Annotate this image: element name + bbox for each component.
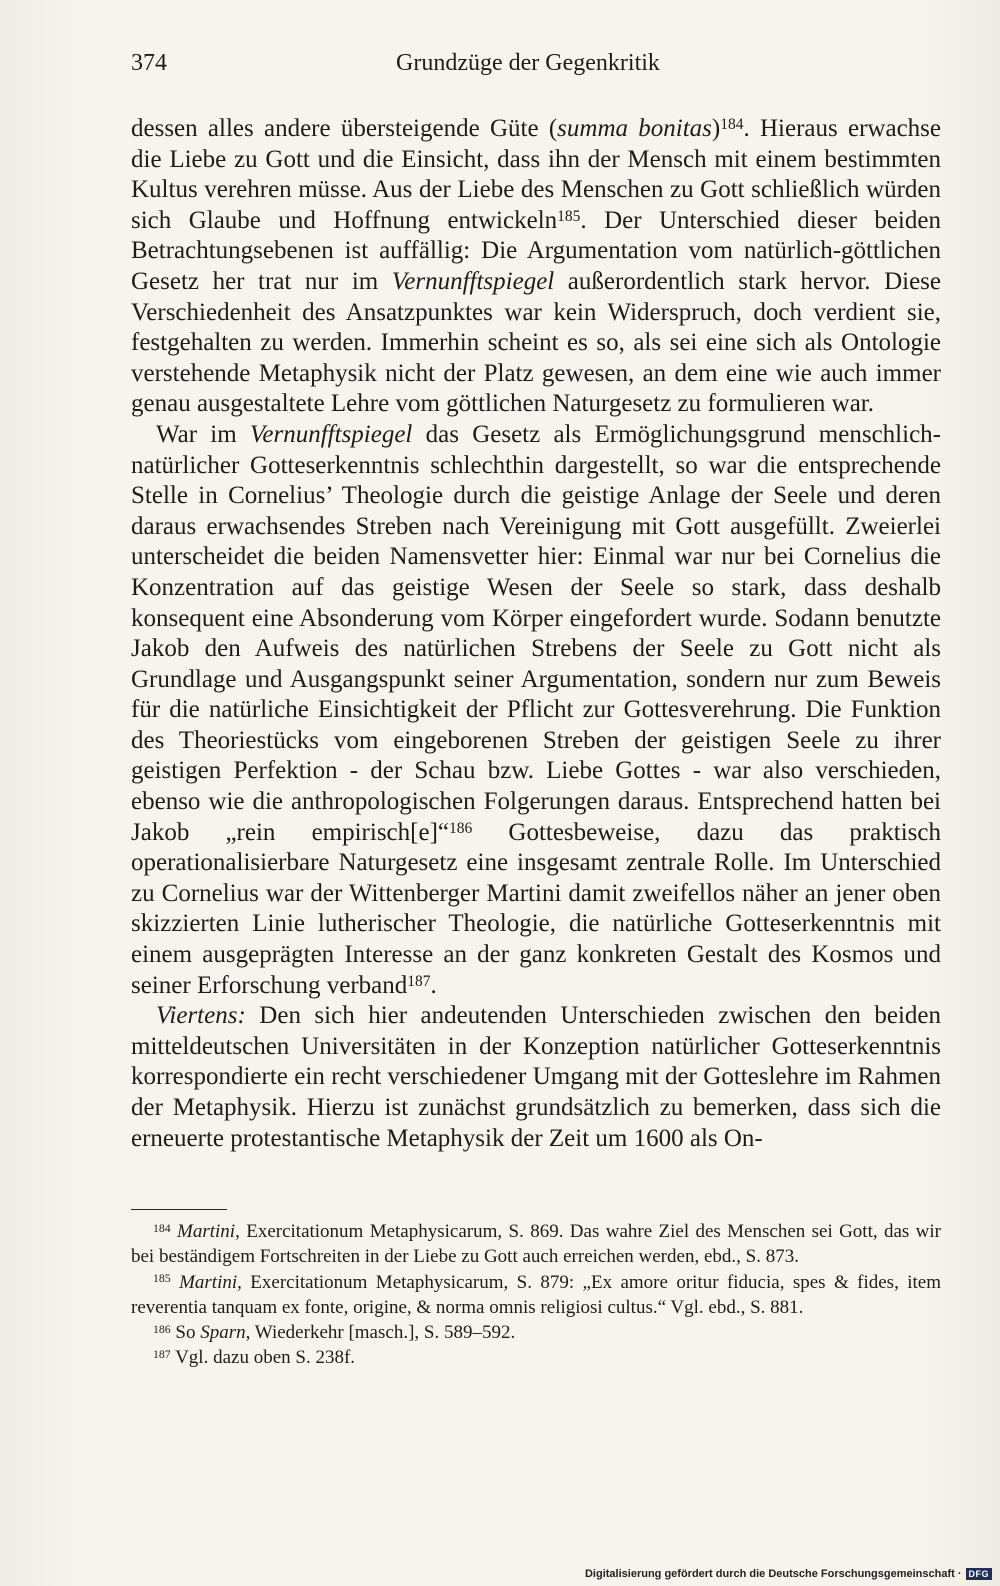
- page-number: 374: [131, 50, 167, 76]
- footnotes: [131, 1219, 941, 1371]
- page-header: [131, 50, 941, 86]
- paragraph-1: dessen alles andere übersteigende Güte (summa bonitas)$^{184}$. Hieraus erwachse die Liebe zu Gott und die Einsicht, dass ihn der Mensch mit einem bestimmten Kultus verehren müsse. Aus der Liebe des Menschen zu Gott schließlich würden sich Glaube und Hoffnung entwickeln$^{185}$. Der Unterschied dieser beiden Betrachtungsebenen ist auffällig: Die Argumentation vom natürlich-göttlichen Gesetz her trat nur im Vernunfftspiegel außerordentlich stark hervor. Diese Verschiedenheit des Ansatzpunktes war kein Widerspruch, doch verdient sie, festgehalten zu werden. Immerhin scheint es so, als sei eine sich als Ontologie verstehende Metaphysik nicht der Platz gewesen, an dem eine wie auch immer genau ausgestaltete Lehre vom göttlichen Naturgesetz zu formulieren war.: [131, 115, 941, 418]
- footnote-ref-184[interactable]: 184: [720, 116, 744, 134]
- footnote-187: $^{187}$ Vgl. dazu oben S. 238f.: [153, 1347, 356, 1369]
- footnote-divider: [131, 1209, 227, 1210]
- footnote-186: $^{186}$ So Sparn, Wiederkehr [masch.], S. 589–592.: [153, 1322, 516, 1344]
- footnote-ref-185[interactable]: 185: [557, 207, 581, 225]
- funding-text: Digitalisierung gefördert durch die Deutsche Forschungsgemeinschaft ·: [584, 1568, 962, 1580]
- dfg-logo: DFG: [966, 1568, 993, 1580]
- main-text: [131, 114, 941, 1154]
- footnote-184: $^{184}$ Martini, Exercitationum Metaphysicarum, S. 869. Das wahre Ziel des Menschen sei Gott, das wir bei beständigem Fortschreiten in der Liebe zu Gott auch erreichen werden, ebd., S. 873.: [131, 1221, 942, 1268]
- paragraph-2: War im Vernunfftspiegel das Gesetz als Ermöglichungsgrund menschlich-natürlicher Gotteserkenntnis schlechthin dargestellt, so war die entsprechende Stelle in Cornelius’ Theologie durch die geistige Anlage der Seele und deren daraus erwachsendes Streben nach Vereinigung mit Gott ausgefüllt. Zweierlei unterscheidet die beiden Namensvetter hier: Einmal war nur bei Cornelius die Konzentration auf das geistige Wesen der Seele so stark, dass deshalb konsequent eine Absonderung vom Körper eingefordert wurde. Sodann benutzte Jakob den Aufweis des natürlichen Strebens der Seele zu Gott nicht als Grundlage und Ausgangspunkt seiner Argumentation, sondern nur zum Beweis für die natürliche Einsichtigkeit der Pflicht zur Gottesverehrung. Die Funktion des Theoriestücks vom eingeborenen Streben der geistigen Seele zu ihrer geistigen Perfektion - der Schau bzw. Liebe Gottes - war also verschieden, ebenso wie die anthropologischen Folgerungen daraus. Entsprechend hatten bei Jakob „rein empirisch[e]“$^{186}$ Gottesbeweise, dazu das praktisch operationalisierbare Naturgesetz eine insgesamt zentrale Rolle. Im Unterschied zu Cornelius war der Wittenberger Martini damit zweifellos näher an jener oben skizzierten Linie lutherischer Theologie, die natürliche Gotteserkenntnis mit einem ausgeprägten Interesse an der ganz konkreten Gestalt des Kosmos und seiner Erforschung verband$^{187}$.: [131, 420, 941, 999]
- funding-banner: [585, 1568, 992, 1580]
- footnote-185: $^{185}$ Martini, Exercitationum Metaphysicarum, S. 879: „Ex amore oritur fiducia, spes & fides, item reverentia tanquam ex fonte, origine, & norma omnis religiosi cultus.“ Vgl. ebd., S. 881.: [131, 1271, 941, 1318]
- footnote-ref-187[interactable]: 187: [407, 972, 431, 990]
- footnote-ref-186[interactable]: 186: [449, 819, 473, 837]
- paragraph-3: Viertens: Den sich hier andeutenden Unterschieden zwischen den beiden mitteldeutschen Universitäten in der Konzeption natürlicher Gotteserkenntnis korrespondierte ein recht verschiedener Umgang mit der Gotteslehre im Rahmen der Metaphysik. Hierzu ist zunächst grundsätzlich zu bemerken, dass sich die erneuerte protestantische Metaphysik der Zeit um 1600 als On-: [131, 1002, 941, 1152]
- running-head: Grundzüge der Gegenkritik: [396, 50, 660, 76]
